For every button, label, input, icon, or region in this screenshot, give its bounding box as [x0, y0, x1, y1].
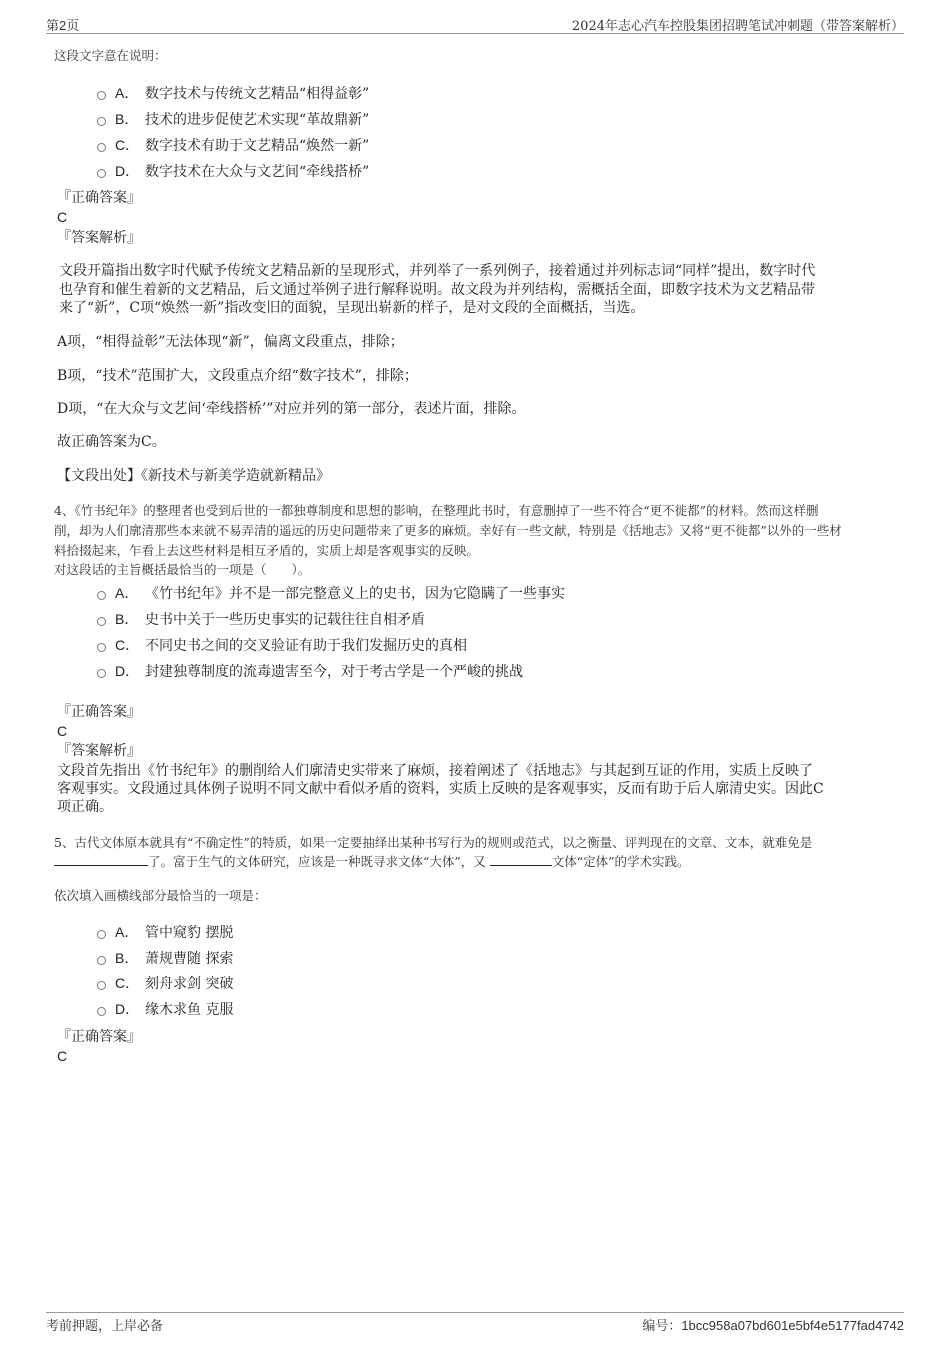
footer-code: 编号：1bcc958a07bd601e5bf4e5177fad4742 [642, 1318, 904, 1334]
fill-blank-2[interactable] [490, 853, 552, 866]
footer-divider [46, 1312, 904, 1313]
radio-icon[interactable] [97, 117, 106, 126]
q4-option-a[interactable]: A． 《竹书纪年》并不是一部完整意义上的史书，因为它隐瞒了一些事实 [97, 583, 565, 603]
q3-analysis-line-2: 也孕育和催生着新的文艺精品，后文通过举例子进行解释说明。故文段为并列结构，需概括全面，即数字技术为文艺精品带 [59, 282, 815, 298]
q4-option-c[interactable]: C． 不同史书之间的交叉验证有助于我们发掘历史的真相 [97, 635, 467, 655]
radio-icon[interactable] [97, 591, 106, 600]
q3-option-d[interactable]: D． 数字技术在大众与文艺间“牵线搭桥” [97, 161, 369, 181]
radio-icon[interactable] [97, 981, 106, 990]
q4-stem-line-3: 料拾掇起来，乍看上去这些材料是相互矛盾的，实质上却是客观事实的反映。 [54, 543, 480, 558]
radio-icon[interactable] [97, 669, 106, 678]
header-divider [46, 33, 904, 34]
radio-icon[interactable] [97, 617, 106, 626]
q3-option-c[interactable]: C． 数字技术有助于文艺精品“焕然一新” [97, 135, 369, 155]
q4-analysis-label: 『答案解析』 [57, 743, 141, 759]
q4-answer-label: 『正确答案』 [57, 704, 141, 720]
q4-analysis-line-3: 项正确。 [57, 799, 113, 815]
q5-stem-line-2: 了。富于生气的文体研究，应该是一种既寻求文体“大体”，又 文体“定体”的学术实践。 [54, 852, 690, 872]
radio-icon[interactable] [97, 930, 106, 939]
q5-option-a[interactable]: A． 管中窥豹 摆脱 [97, 922, 233, 942]
q4-option-b[interactable]: B． 史书中关于一些历史事实的记载往往自相矛盾 [97, 609, 425, 629]
radio-icon[interactable] [97, 1007, 106, 1016]
q5-option-c[interactable]: C． 刻舟求剑 突破 [97, 973, 233, 993]
footer-slogan: 考前押题，上岸必备 [46, 1319, 164, 1334]
q3-exclusion-d: D项，“在大众与文艺间‘牵线搭桥’”对应并列的第一部分，表述片面，排除。 [57, 401, 526, 417]
q4-answer: C [57, 723, 68, 739]
q3-analysis-label: 『答案解析』 [57, 230, 141, 246]
q5-option-d[interactable]: D． 缘木求鱼 克服 [97, 999, 233, 1019]
q3-answer: C [57, 209, 68, 225]
q5-answer: C [57, 1048, 68, 1064]
q5-prompt: 依次填入画横线部分最恰当的一项是： [54, 888, 267, 903]
q3-source: 【文段出处】《新技术与新美学造就新精品》 [57, 468, 330, 484]
q3-answer-label: 『正确答案』 [57, 190, 141, 206]
document-title: 2024年志心汽车控股集团招聘笔试冲刺题（带答案解析） [571, 19, 904, 34]
q4-stem-line-1: 4、《竹书纪年》的整理者也受到后世的一都独尊制度和思想的影响，在整理此书时，有意删掉了一些不符合“更不徙都”的材料。然而这样删 [54, 503, 819, 518]
q4-stem-line-2: 削，却为人们廓清那些本来就不易弄清的遥远的历史问题带来了更多的麻烦。幸好有一些文献，特别是《括地志》又将“更不徙都”以外的一些材 [54, 523, 842, 538]
radio-icon[interactable] [97, 956, 106, 965]
radio-icon[interactable] [97, 91, 106, 100]
q3-exclusion-b: B项，“技术”范围扩大，文段重点介绍“数字技术”，排除； [57, 368, 418, 384]
fill-blank-1[interactable] [54, 853, 148, 866]
q3-analysis-line-3: 来了“新”，C项“焕然一新”指改变旧的面貌，呈现出崭新的样子，是对文段的全面概括，当选。 [59, 300, 645, 316]
q3-option-b[interactable]: B． 技术的进步促使艺术实现“革故鼎新” [97, 109, 369, 129]
q5-stem-line-1: 5、古代文体原本就具有“不确定性”的特质，如果一定要抽绎出某种书写行为的规则或范式，以之衡量、评判现在的文章、文本，就难免是 [54, 835, 813, 850]
q3-exclusion-a: A项，“相得益彰”无法体现“新”，偏离文段重点，排除； [57, 334, 404, 350]
q5-option-b[interactable]: B． 萧规曹随 探索 [97, 948, 233, 968]
page-number: 第2页 [46, 18, 80, 33]
q4-analysis-line-2: 客观事实。文段通过具体例子说明不同文献中看似矛盾的资料，实质上反映的是客观事实，反而有助于后人廓清史实。因此C [57, 781, 824, 797]
q4-prompt: 对这段话的主旨概括最恰当的一项是（ ）。 [54, 562, 311, 577]
radio-icon[interactable] [97, 169, 106, 178]
q3-conclusion: 故正确答案为C。 [57, 434, 166, 450]
q4-analysis-line-1: 文段首先指出《竹书纪年》的删削给人们廓清史实带来了麻烦，接着阐述了《括地志》与其起到互证的作用，实质上反映了 [57, 763, 813, 779]
q3-analysis-line-1: 文段开篇指出数字时代赋予传统文艺精品新的呈现形式，并列举了一系列例子，接着通过并列标志词“同样”提出，数字时代 [59, 263, 816, 279]
q3-option-a[interactable]: A． 数字技术与传统文艺精品“相得益彰” [97, 83, 369, 103]
q5-answer-label: 『正确答案』 [57, 1029, 141, 1045]
q3-stem-tail: 这段文字意在说明： [54, 48, 167, 63]
radio-icon[interactable] [97, 143, 106, 152]
q4-option-d[interactable]: D． 封建独尊制度的流毒遗害至今，对于考古学是一个严峻的挑战 [97, 661, 523, 681]
radio-icon[interactable] [97, 643, 106, 652]
